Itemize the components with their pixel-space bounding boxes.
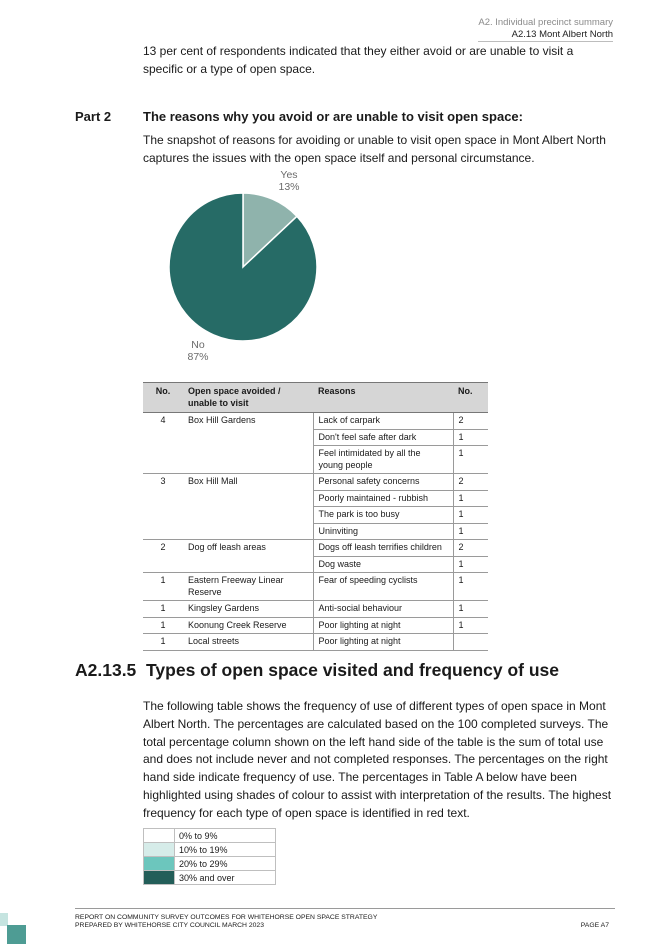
cell-group-count: 1 [143,601,183,618]
legend-label: 0% to 9% [175,829,276,843]
pie-chart [160,180,330,355]
cell-reason: Poor lighting at night [313,617,453,634]
part-paragraph: The snapshot of reasons for avoiding or unable to visit open space in Mont Albert North captures the issues with the open space itself and personal circumstance. [143,133,606,165]
table-header-row [143,383,488,413]
legend-row [144,829,276,843]
cell-reason: Poor lighting at night [313,634,453,651]
section-heading [75,660,559,681]
footer-report-title: REPORT ON COMMUNITY SURVEY OUTCOMES FOR WHITEHORSE OPEN SPACE STRATEGY [75,914,378,921]
cell-reason: Dogs off leash terrifies children [313,540,453,557]
cell-reason-count: 2 [453,474,488,491]
pie-label-yes-value: 13% [278,181,300,193]
cell-reason-count: 1 [453,429,488,446]
cell-group-count: 2 [143,540,183,573]
cell-reason-count: 1 [453,446,488,474]
corner-decoration-dark [7,925,26,944]
cell-group-count: 1 [143,617,183,634]
section-number: A2.13.5 [75,660,137,680]
cell-reason: Uninviting [313,523,453,540]
cell-reason: Personal safety concerns [313,474,453,491]
cell-reason-count: 1 [453,601,488,618]
legend-row [144,843,276,857]
cell-open-space: Box Hill Gardens [183,413,313,474]
cell-reason: Fear of speeding cyclists [313,573,453,601]
cell-reason: Poorly maintained - rubbish [313,490,453,507]
legend-swatch [144,829,175,843]
header-rule [478,41,613,42]
cell-reason: Lack of carpark [313,413,453,430]
legend-swatch [144,871,175,885]
cell-group-count: 3 [143,474,183,540]
legend-row [144,871,276,885]
table-row [143,634,488,651]
footer-page-number: PAGE A7 [580,922,609,929]
cell-group-count: 1 [143,634,183,651]
cell-reason-count: 1 [453,617,488,634]
intro-paragraph: 13 per cent of respondents indicated that they either avoid or are unable to visit a specific or a type of open space. [143,44,574,76]
part-label: Part 2 [75,109,112,124]
legend-swatch [144,843,175,857]
table-row [143,413,488,430]
cell-open-space: Koonung Creek Reserve [183,617,313,634]
cell-reason-count: 1 [453,573,488,601]
header-no: No. [143,383,183,413]
reasons-table [143,382,488,651]
table-body [143,413,488,651]
footer-prepared-by: PREPARED BY WHITEHORSE CITY COUNCIL MARCH 2023 [75,922,264,929]
table-row [143,540,488,557]
pie-label-no [180,339,216,363]
pie-label-no-name: No [191,339,205,351]
cell-reason: Feel intimidated by all the young people [313,446,453,474]
table-row [143,617,488,634]
header-count: No. [453,383,488,413]
pie-label-yes-name: Yes [280,169,298,181]
section-title: Types of open space visited and frequency of use [146,660,560,680]
legend-swatch [144,857,175,871]
cell-open-space: Kingsley Gardens [183,601,313,618]
cell-group-count: 4 [143,413,183,474]
section-paragraph: The following table shows the frequency of use of different types of open space in Mont Albert North. The percentages are calculated based on the 100 completed surveys. The total percentage column shown on the left hand side of the table is the sum of total use and does not include never and not completed responses. The percentages on the right hand side indicate frequency of use. The percentages in Table A below have been highlighted using shades of colour to assist with interpretation of the results. The highest frequency for each type of open space is identified in red text. [143,699,612,820]
cell-open-space: Eastern Freeway Linear Reserve [183,573,313,601]
cell-reason: Don't feel safe after dark [313,429,453,446]
part-title: The reasons why you avoid or are unable to visit open space: [143,109,523,124]
legend-label: 20% to 29% [175,857,276,871]
header-open-space: Open space avoided / unable to visit [183,383,313,413]
footer-rule [75,908,615,909]
cell-reason-count: 2 [453,413,488,430]
cell-reason-count: 2 [453,540,488,557]
table-row [143,601,488,618]
cell-reason-count: 1 [453,507,488,524]
cell-open-space: Box Hill Mall [183,474,313,540]
running-header-subsection: A2.13 Mont Albert North [511,29,613,40]
legend-label: 30% and over [175,871,276,885]
cell-reason-count: 1 [453,556,488,573]
table-row [143,573,488,601]
cell-reason: Dog waste [313,556,453,573]
header-reasons: Reasons [313,383,453,413]
cell-reason: Anti-social behaviour [313,601,453,618]
cell-open-space: Local streets [183,634,313,651]
legend-row [144,857,276,871]
cell-reason-count: 1 [453,490,488,507]
cell-open-space: Dog off leash areas [183,540,313,573]
cell-group-count: 1 [143,573,183,601]
cell-reason: The park is too busy [313,507,453,524]
cell-reason-count [453,634,488,651]
legend-label: 10% to 19% [175,843,276,857]
pie-label-yes [270,169,308,193]
pie-label-no-value: 87% [187,351,209,363]
colour-legend [143,828,276,885]
cell-reason-count: 1 [453,523,488,540]
running-header-section: A2. Individual precinct summary [478,17,613,28]
table-row [143,474,488,491]
